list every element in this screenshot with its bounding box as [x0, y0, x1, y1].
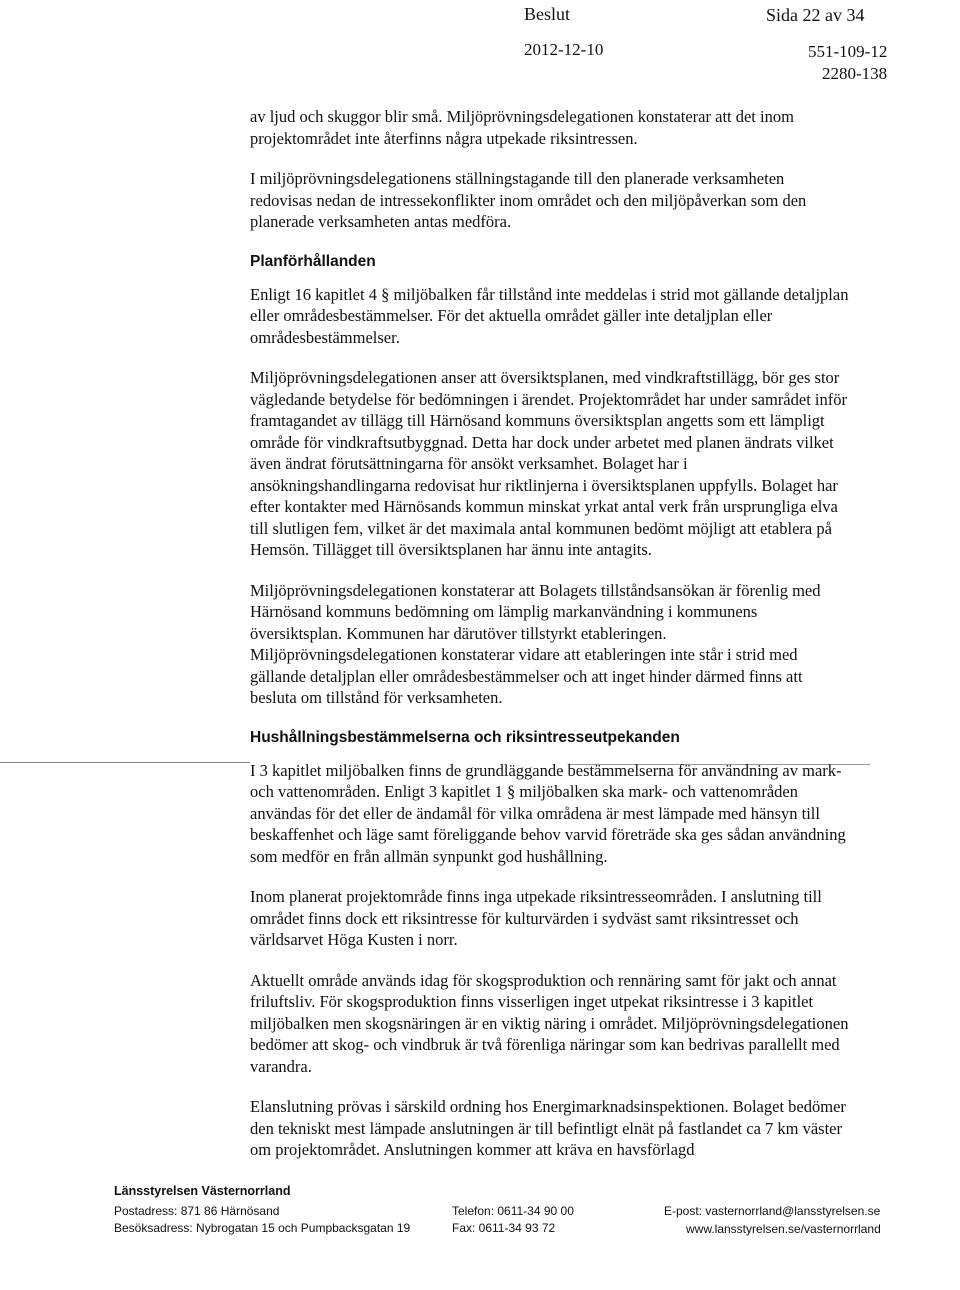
paragraph: Miljöprövningsdelegationen konstaterar att Bolagets tillståndsansökan är förenlig med Härnösand kommuns bedömning om lämplig markanvändning i kommunens översiktsplan. Kommunen har därutöver tillstyrkt etableringen.: [250, 580, 821, 643]
section-heading: Planförhållanden: [250, 252, 376, 270]
reference-number: 551-109-12: [808, 42, 888, 61]
paragraph: I 3 kapitlet miljöbalken finns de grundläggande bestämmelserna för användning av mark- och vattenområden. Enligt 3 kapitlet 1 § miljöbalken ska mark- och vattenområden användas för det eller de ändamål för vilka områdena är mest lämpade med hänsyn till beskaffenhet och läge samt föreliggande behov varvid företräde ska ges sådan användning som medför en från allmän synpunkt god hushållning.: [250, 760, 846, 866]
document-body: [250, 106, 850, 1180]
document-type: Beslut: [524, 4, 571, 24]
margin-rule: [0, 762, 250, 763]
section-heading: Hushållningsbestämmelserna och riksintresseutpekanden: [250, 728, 680, 746]
paragraph: Inom planerat projektområde finns inga utpekade riksintresseområden. I anslutning till området finns dock ett riksintresse för kulturvärden i sydväst samt riksintresset och världsarvet Höga Kusten i norr.: [250, 887, 822, 949]
paragraph: Elanslutning prövas i särskild ordning hos Energimarknadsinspektionen. Bolaget bedömer den tekniskt mest lämpade anslutningen är till befintligt elnät på fastlandet ca 7 km väster om projektområdet. Anslutningen kommer att kräva en havsförlagd: [250, 1097, 846, 1159]
document-date: 2012-12-10: [524, 40, 604, 59]
footer-phone: Telefon: 0611-34 90 00: [452, 1204, 574, 1218]
paragraph: Aktuellt område används idag för skogsproduktion och rennäring samt för jakt och annat friluftsliv. För skogsproduktion finns visserligen inget utpekat riksintresse i 3 kapitlet miljöbalken men skogsnäringen är en viktig näring i området. Miljöprövningsdelegationen bedömer att skog- och vindbruk är två förenliga näringar som kan bedrivas parallellt med varandra.: [250, 970, 849, 1076]
footer-email[interactable]: E-post: vasternorrland@lansstyrelsen.se: [664, 1204, 881, 1218]
footer-postal-address: Postadress: 871 86 Härnösand: [114, 1204, 280, 1218]
footer-website[interactable]: www.lansstyrelsen.se/vasternorrland: [686, 1222, 881, 1236]
footer-fax: Fax: 0611-34 93 72: [452, 1221, 556, 1235]
footer-visiting-address: Besöksadress: Nybrogatan 15 och Pumpbacksgatan 19: [114, 1221, 411, 1235]
paragraph: Miljöprövningsdelegationen anser att översiktsplanen, med vindkraftstillägg, bör ges stor vägledande betydelse för bedömningen i ärendet. Projektområdet har under samrådet inför framtagandet av tillägg till Härnösand kommuns översiktsplan angetts som ett lämpligt område för vindkraftsutbyggnad. Detta har dock under arbetet med planen ändrats vilket även ändrat förutsättningarna för ansökt verksamhet. Bolaget har i ansökningshandlingarna redovisat hur riktlinjerna i översiktsplanen uppfylls. Bolaget har efter kontakter med Härnösands kommun minskat yrkat antal verk från ursprungliga elva till slutligen fem, vilket är det maximala antal kommunen bedömt möjligt att etablera på Hemsön. Tillägget till översiktsplanen har ännu inte antagits.: [250, 368, 847, 559]
page-number: Sida 22 av 34: [766, 5, 865, 25]
paragraph: I miljöprövningsdelegationens ställningstagande till den planerade verksamheten redovisas nedan de intressekonflikter inom området och den miljöpåverkan som den planerade verksamheten antas medföra.: [250, 169, 807, 231]
paragraph: Miljöprövningsdelegationen konstaterar vidare att etableringen inte står i strid med gällande detaljplan eller områdesbestämmelser och att inget hinder därmed finns att besluta om tillstånd för verksamheten.: [250, 645, 803, 707]
footer-organization: Länsstyrelsen Västernorrland: [114, 1184, 291, 1198]
paragraph: av ljud och skuggor blir små. Miljöprövningsdelegationen konstaterar att det inom projektområdet inte återfinns några utpekade riksintressen.: [250, 107, 794, 148]
paragraph: Enligt 16 kapitlet 4 § miljöbalken får tillstånd inte meddelas i strid mot gällande detaljplan eller områdesbestämmelser. För det aktuella området gäller inte detaljplan eller områdesbestämmelser.: [250, 284, 849, 347]
reference-number-secondary: 2280-138: [822, 64, 888, 83]
